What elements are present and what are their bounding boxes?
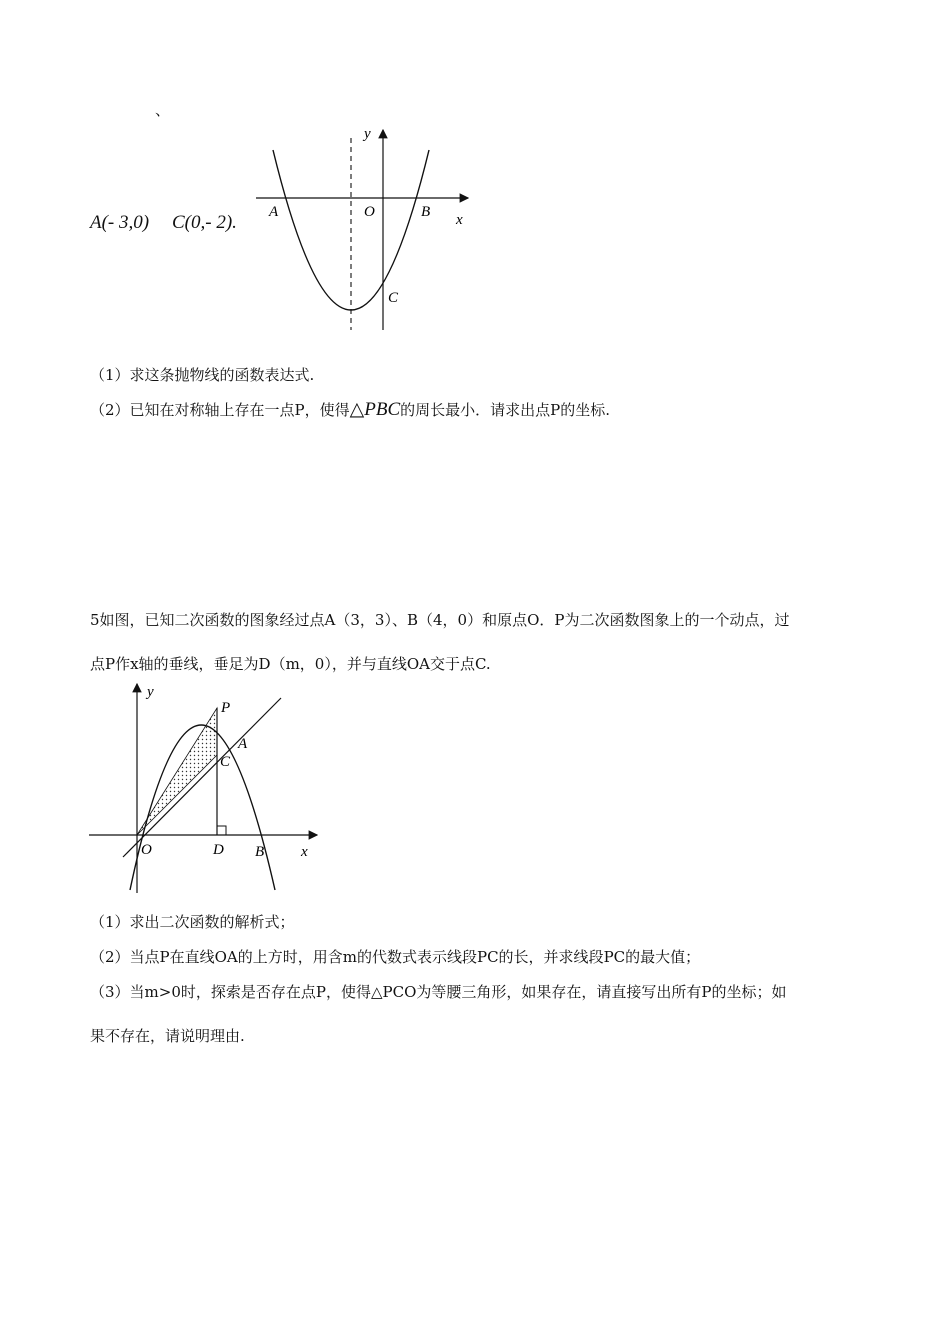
right-angle-mark (217, 826, 226, 835)
label-y: y (147, 684, 154, 700)
problem5-statement-line2: 点P作x轴的垂线，垂足为D（m，0），并与直线OA交于点C. (90, 655, 491, 673)
label-x: x (301, 844, 308, 860)
label-o: O (141, 842, 152, 858)
q2-suffix: 的周长最小．请求出点P的坐标. (400, 401, 611, 419)
label-b: B (421, 204, 431, 220)
given-point-a: A(- 3,0) (90, 212, 150, 233)
label-y: y (364, 126, 371, 142)
label-c: C (388, 290, 399, 306)
parabola-figure-4 (250, 120, 480, 335)
label-b: B (255, 844, 265, 860)
problem5-question-3-line1: （3）当m>0时，探索是否存在点P，使得△PCO为等腰三角形，如果存在，请直接写出所有P的坐标；如 (90, 983, 787, 1001)
problem5-question-2: （2）当点P在直线OA的上方时，用含m的代数式表示线段PC的长，并求线段PC的最大值； (90, 948, 701, 966)
given-point-c: C(0,- 2). (172, 212, 237, 233)
label-c: C (220, 754, 231, 770)
label-a: A (269, 204, 279, 220)
q2-triangle-pbc: △PBC (349, 399, 401, 420)
label-a: A (238, 736, 248, 752)
parabola-figure-5 (85, 678, 325, 898)
label-d: D (213, 842, 224, 858)
label-x: x (456, 212, 463, 228)
problem5-question-1: （1）求出二次函数的解析式； (90, 913, 295, 931)
problem4-question-2 (90, 400, 610, 420)
problem5-statement-line1: 5如图，已知二次函数的图象经过点A（3，3）、B（4，0）和原点O．P为二次函数图象上的一个动点，过 (90, 611, 790, 629)
q2-prefix: （2）已知在对称轴上存在一点P，使得 (90, 401, 350, 419)
stray-mark: 、 (155, 101, 171, 119)
shaded-triangle-pco (137, 708, 217, 835)
label-p: P (221, 700, 231, 716)
problem5-question-3-line2: 果不存在，请说明理由. (90, 1027, 245, 1045)
label-o: O (364, 204, 375, 220)
problem4-question-1: （1）求这条抛物线的函数表达式. (90, 366, 315, 384)
line-oa (123, 698, 281, 857)
